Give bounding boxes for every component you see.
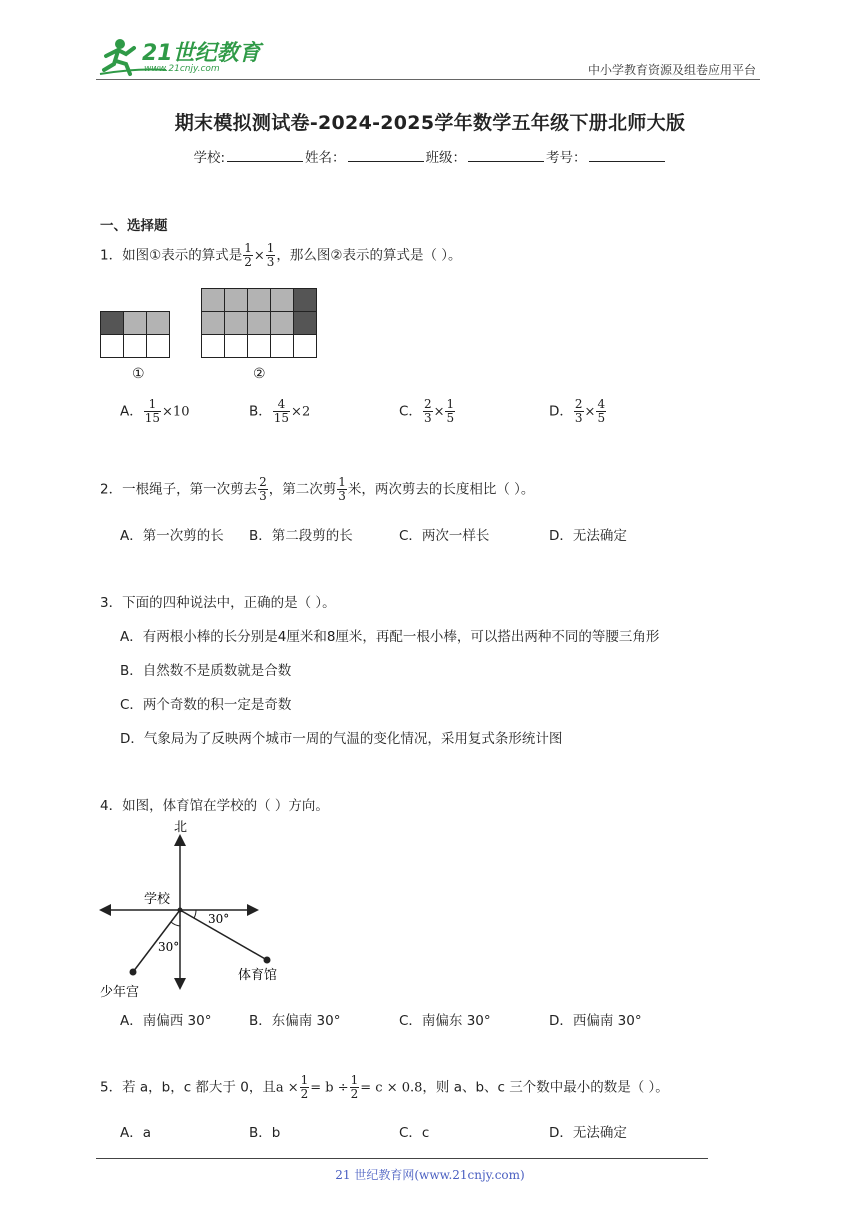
q1-figure-2-label: ② [253,366,266,382]
q5-suffix: ，则 a、b、c 三个数中最小的数是（ ）。 [422,1079,669,1096]
q1-figure-2 [201,288,317,358]
q5-f1-den: 2 [300,1087,309,1101]
q1-c-num1: 2 [423,397,432,411]
header-platform-text: 中小学教育资源及组卷应用平台 [587,63,756,77]
q1-a-rest: ×10 [162,404,190,420]
q1-a-label: A． [120,403,143,420]
question-4-stem: 4．如图，体育馆在学校的（ ）方向。 [100,798,329,814]
footer-divider [96,1158,708,1159]
q5-option-b[interactable]: B．b [249,1125,281,1141]
q1-c-op: × [433,404,445,420]
q1-a-den: 15 [144,411,161,425]
q1-b-label: B． [249,403,272,420]
page-title: 期末模拟测试卷-2024-2025学年数学五年级下册北师大版 [174,112,686,134]
q1-figure-1 [100,311,170,358]
q1-f2-num: 1 [266,241,275,255]
q5-expr-c: = c × 0.8 [360,1080,423,1096]
q1-f2-den: 3 [266,255,275,269]
north-label: 北 [174,820,188,835]
question-1-stem [100,242,462,269]
q1-a-fraction [144,398,161,425]
q2-prefix: 2．一根绳子，第一次剪去 [100,481,258,498]
site-logo [96,34,266,78]
q5-option-d[interactable]: D．无法确定 [549,1125,627,1141]
grid-cell [294,335,317,358]
q1-figure-1-label: ① [132,366,145,382]
q2-mid: ，第二次剪 [268,481,337,498]
q2-f2-den: 3 [338,489,346,503]
class-label: 班级： [425,150,467,166]
student-info-line [0,146,860,166]
q2-option-a[interactable]: A．第一次剪的长 [120,528,224,544]
q1-c-den1: 3 [423,411,432,425]
grid-cell [294,289,317,312]
grid-cell [101,335,124,358]
q1-c-label: C． [399,403,422,420]
name-blank [348,149,424,162]
q2-f1-num: 2 [259,475,267,489]
school-blank [227,149,303,162]
q1-b-fraction [273,398,290,425]
youth-palace-point [130,969,137,976]
q1-b-rest: ×2 [291,404,311,420]
q2-option-d[interactable]: D．无法确定 [549,528,627,544]
q1-c-num2: 1 [446,397,455,411]
q1-d-den1: 3 [574,411,583,425]
section-heading: 一、选择题 [100,218,168,234]
q1-c-fraction-1 [423,398,433,425]
q1-d-fraction-2 [596,398,606,425]
grid-cell [202,335,225,358]
exam-no-label: 考号： [546,150,587,166]
q1-f1-den: 2 [244,255,252,269]
q5-option-a[interactable]: A．a [120,1125,152,1141]
grid-cell [271,312,294,335]
q2-suffix: 米，两次剪去的长度相比（ ）。 [347,481,535,498]
q1-d-fraction-1 [574,398,584,425]
q3-option-b[interactable]: B．自然数不是质数就是合数 [120,663,292,679]
angle-label-2: 30° [158,940,180,954]
q5-expr-b: = b ÷ [310,1080,349,1096]
q5-f2-num: 1 [350,1073,359,1087]
grid-cell [225,335,248,358]
grid-cell [271,289,294,312]
q1-d-den2: 5 [597,411,606,425]
q3-option-c[interactable]: C．两个奇数的积一定是奇数 [120,697,292,713]
school-label: 学校 [144,892,171,907]
q1-prefix: 1．如图①表示的算式是 [100,247,243,264]
q2-fraction-2 [337,476,347,503]
footer-link[interactable]: 21 世纪教育网(www.21cnjy.com) [335,1168,525,1182]
youth-palace-label: 少年宫 [100,985,140,1000]
q1-d-num1: 2 [574,397,583,411]
q4-option-a[interactable]: A．南偏西 30° [120,1013,212,1029]
angle-label-1: 30° [208,912,230,926]
grid-cell [271,335,294,358]
grid-cell [147,335,170,358]
q1-b-num: 4 [273,398,290,412]
q1-d-num2: 4 [597,397,606,411]
grid-cell [225,312,248,335]
q1-option-d[interactable] [549,398,607,425]
q4-compass-diagram [96,815,306,1000]
q2-option-b[interactable]: B．第二段剪的长 [249,528,353,544]
q1-times: × [253,248,265,264]
question-3-stem: 3．下面的四种说法中，正确的是（ ）。 [100,595,336,611]
q4-option-c[interactable]: C．南偏东 30° [399,1013,491,1029]
question-5-stem [100,1074,669,1101]
grid-cell [147,312,170,335]
gym-point [264,957,271,964]
q1-c-den2: 5 [446,411,455,425]
grid-cell [248,312,271,335]
q3-option-d[interactable]: D．气象局为了反映两个城市一周的气温的变化情况，采用复式条形统计图 [120,731,563,747]
exam-no-blank [589,149,665,162]
grid-cell [202,312,225,335]
grid-cell [248,289,271,312]
q5-option-c[interactable]: C．c [399,1125,430,1141]
q2-option-c[interactable]: C．两次一样长 [399,528,490,544]
q1-option-a[interactable] [120,398,189,425]
angle-arc-south [171,922,180,926]
q5-f2-den: 2 [350,1087,359,1101]
q5-f1-num: 1 [300,1073,309,1087]
grid-cell [225,289,248,312]
grid-cell [294,312,317,335]
q4-option-b[interactable]: B．东偏南 30° [249,1013,341,1029]
q2-f2-num: 1 [338,475,346,489]
angle-arc-east [194,910,196,918]
q4-option-d[interactable]: D．西偏南 30° [549,1013,642,1029]
school-label: 学校: [193,150,226,166]
q1-option-b[interactable] [249,398,310,425]
gym-label: 体育馆 [238,968,278,983]
grid-cell [248,335,271,358]
q1-a-num: 1 [144,398,161,412]
class-blank [468,149,544,162]
q3-option-a[interactable]: A．有两根小棒的长分别是4厘米和8厘米，再配一根小棒，可以搭出两种不同的等腰三角形 [120,629,660,645]
name-label: 姓名： [305,150,346,166]
q1-suffix: ，那么图②表示的算式是（ ）。 [276,247,462,264]
logo-url: www.21cnjy.com [144,64,220,74]
question-2-stem [100,476,534,503]
q1-fraction-1 [243,242,253,269]
q5-prefix: 5．若 a，b，c 都大于 0，且 [100,1079,276,1096]
q1-fraction-2 [266,242,276,269]
header-divider [96,79,760,80]
q1-d-label: D． [549,403,573,420]
logo-text: 21世纪教育 [142,41,261,66]
q1-f1-num: 1 [244,241,252,255]
grid-cell [202,289,225,312]
school-point [178,908,183,913]
q2-fraction-1 [258,476,268,503]
grid-cell [124,335,147,358]
q1-d-op: × [584,404,596,420]
q1-option-c[interactable] [399,398,456,425]
q5-fraction-2 [350,1074,360,1101]
q1-b-den: 15 [273,411,290,425]
q5-expr-a: a × [275,1080,299,1096]
grid-cell [101,312,124,335]
grid-cell [124,312,147,335]
q1-c-fraction-2 [445,398,455,425]
q5-fraction-1 [300,1074,310,1101]
q2-f1-den: 3 [259,489,267,503]
